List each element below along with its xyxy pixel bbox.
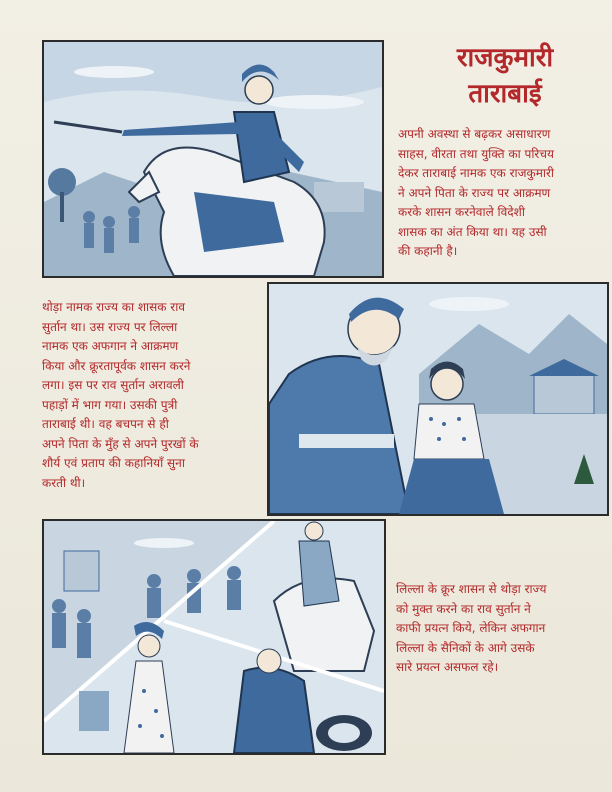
court-battle-illustration xyxy=(44,521,384,753)
text-line: की कहानी है। xyxy=(398,244,458,258)
text-line: लिल्ला के सैनिकों के आगे उसके xyxy=(396,640,535,655)
title-line-2: ताराबाई xyxy=(468,79,542,109)
text-line: थोड़ा नामक राज्य का शासक राव xyxy=(42,300,185,314)
text-line: किया और क्रूरतापूर्वक शासन करने xyxy=(42,358,191,373)
father-daughter-illustration xyxy=(269,284,607,514)
text-line: को मुक्त करने का राव सुर्तान ने xyxy=(396,601,531,616)
story-title xyxy=(410,40,600,112)
text-line: देकर ताराबाई नामक एक राजकुमारी xyxy=(398,166,555,180)
text-line: सुर्तान था। उस राज्य पर लिल्ला xyxy=(42,319,178,334)
text-line: करके शासन करनेवाले विदेशी xyxy=(398,205,525,219)
text-line: अपने पिता के मुँह से अपने पुरखों के xyxy=(42,436,199,451)
illustration-court-battle-panel xyxy=(42,519,386,755)
text-line: शौर्य एवं प्रताप की कहानियाँ सुना xyxy=(42,456,185,470)
text-line: सारे प्रयत्न असफल रहे। xyxy=(396,660,499,674)
text-line: ताराबाई थी। वह बचपन से ही xyxy=(42,417,169,431)
illustration-rider-panel xyxy=(42,40,384,278)
story-paragraph-3 xyxy=(396,580,606,678)
text-line: अपनी अवस्था से बढ़कर असाधारण xyxy=(398,127,551,141)
story-paragraph-2 xyxy=(42,298,256,493)
text-line: काफी प्रयत्न किये, लेकिन अफगान xyxy=(396,621,546,635)
rider-illustration xyxy=(44,42,382,276)
text-line: ने अपने पिता के राज्य पर आक्रमण xyxy=(398,185,551,200)
text-line: लगा। इस पर राव सुर्तान अरावली xyxy=(42,378,184,392)
text-line: पहाड़ों में भाग गया। उसकी पुत्री xyxy=(42,397,178,412)
text-line: शासक का अंत किया था। यह उसी xyxy=(398,224,547,239)
title-line-1: राजकुमारी xyxy=(456,43,554,73)
text-line: साहस, वीरता तथा युक्ति का परिचय xyxy=(398,146,554,161)
text-line: लिल्ला के क्रूर शासन से थोड़ा राज्य xyxy=(396,582,547,596)
intro-paragraph xyxy=(398,125,598,262)
text-line: करती थी। xyxy=(42,475,86,490)
text-line: नामक एक अफगान ने आक्रमण xyxy=(42,339,179,353)
illustration-father-daughter-panel xyxy=(267,282,609,516)
